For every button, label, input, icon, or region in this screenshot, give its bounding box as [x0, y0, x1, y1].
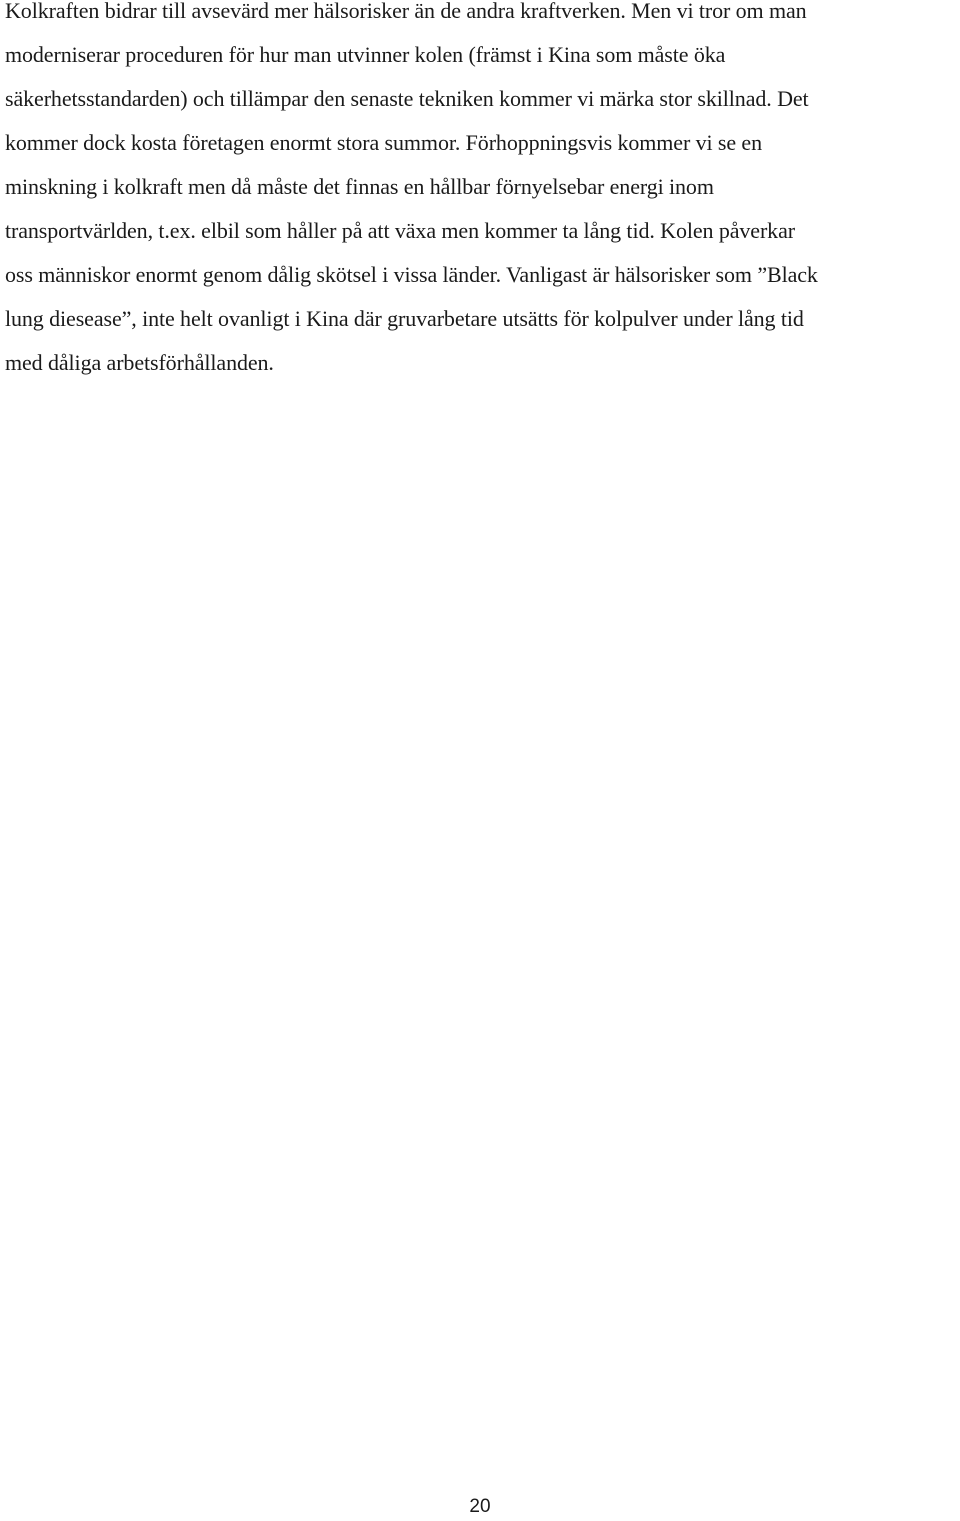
body-paragraph [5, 0, 955, 385]
paragraph-line-6: transportvärlden, t.ex. elbil som håller på att växa men kommer ta lång tid. Kolen påverkar [5, 218, 795, 243]
paragraph-line-8: lung diesease”, inte helt ovanligt i Kina där gruvarbetare utsätts för kolpulver under lång tid [5, 306, 804, 331]
page-number: 20 [469, 1496, 491, 1517]
paragraph-line-2: moderniserar proceduren för hur man utvinner kolen (främst i Kina som måste öka [5, 42, 726, 67]
paragraph-line-4: kommer dock kosta företagen enormt stora summor. Förhoppningsvis kommer vi se en [5, 130, 762, 155]
paragraph-line-1: Kolkraften bidrar till avsevärd mer hälsorisker än de andra kraftverken. Men vi tror om man [5, 0, 807, 23]
paragraph-line-5: minskning i kolkraft men då måste det finnas en hållbar förnyelsebar energi inom [5, 174, 714, 199]
paragraph-line-3: säkerhetsstandarden) och tillämpar den senaste tekniken kommer vi märka stor skillnad. Det [5, 86, 809, 111]
paragraph-line-7: oss människor enormt genom dålig skötsel i vissa länder. Vanligast är hälsorisker som ”Black [5, 262, 818, 287]
paragraph-line-9: med dåliga arbetsförhållanden. [5, 350, 274, 375]
